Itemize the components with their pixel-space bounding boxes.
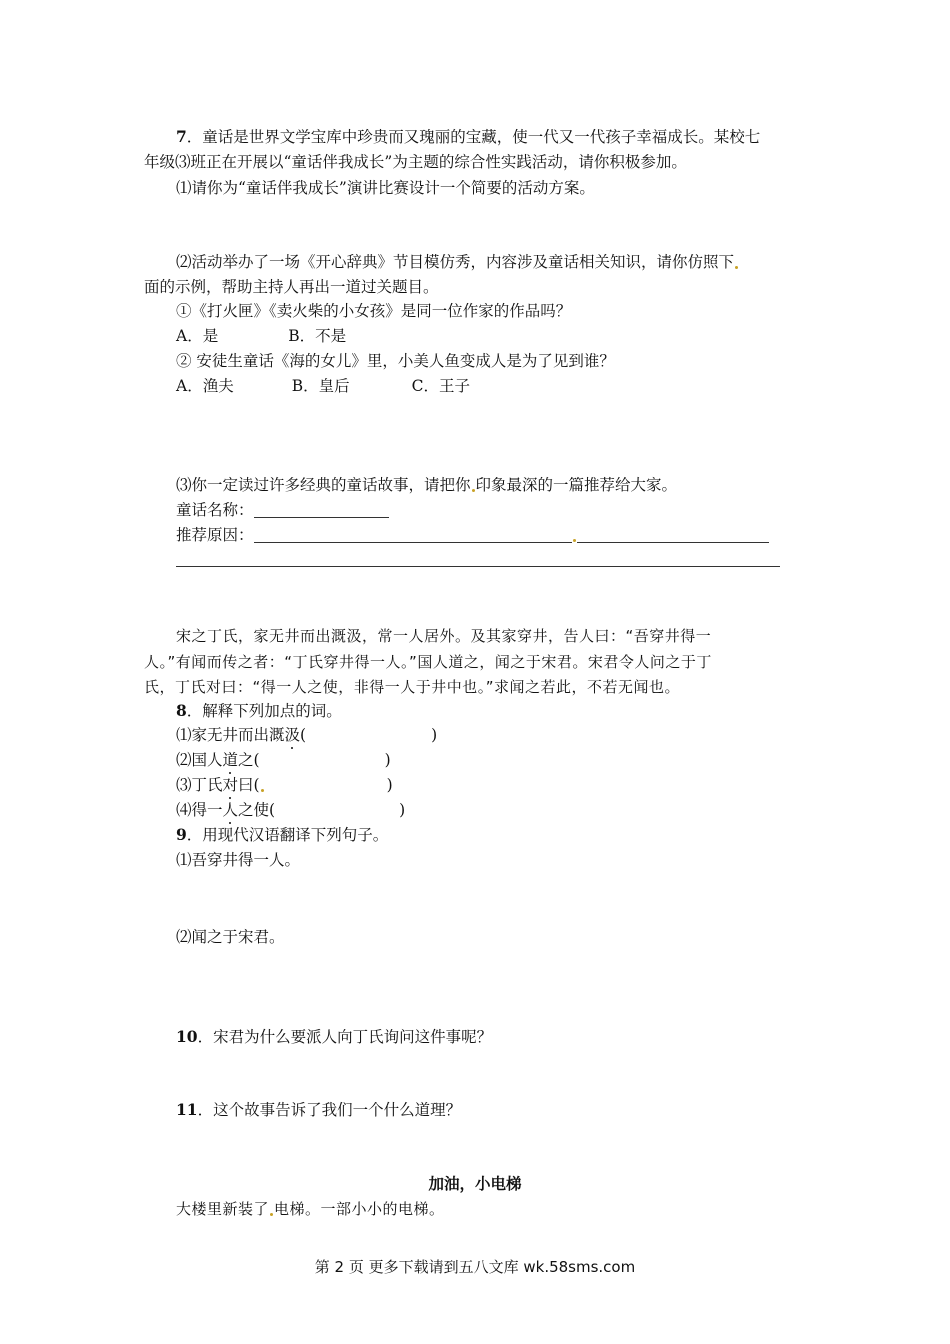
q7-part2-line-2: 面的示例，帮助主持人再出一道过关题目。 [144,278,439,296]
option-a: A．是 [176,327,219,345]
example-1-options [176,325,346,347]
story-name-row [176,499,389,521]
example-2-options [176,375,470,397]
highlight-dot [573,539,576,542]
reason-row [176,524,769,546]
q8-item-4: ⑷得一人之使( ) [176,801,406,819]
option-b: B．不是 [288,327,347,345]
passage-line-2: 人。”有闻而传之者：“丁氏穿井得一人。”国人道之，闻之于宋君。宋君令人问之于丁 [144,653,712,671]
option-c: C．王子 [411,377,470,395]
q7-part3-line-1: ⑶你一定读过许多经典的童话故事，请把你 印象最深的一篇推荐给大家。 [176,476,678,494]
q11-number: 11 [176,1100,198,1119]
q9-sentence-2: ⑵闻之于宋君。 [176,928,285,946]
q8-item-2: ⑵国人道之( ) [176,751,391,769]
reason-blank-3[interactable] [176,552,780,567]
dotted-word: 人 [222,801,239,819]
story-title: 加油，小电梯 [428,1174,522,1193]
q8-heading: 8．解释下列加点的词。 [176,701,342,720]
q7-part1: ⑴请你为“童话伴我成长”演讲比赛设计一个简要的活动方案。 [176,179,595,197]
q7-part2-line-1: ⑵活动举办了一场《开心辞典》节目模仿秀，内容涉及童话相关知识，请你仿照下 [176,251,739,273]
q10: 10．宋君为什么要派人向丁氏询问这件事呢？ [176,1027,493,1046]
reason-label: 推荐原因： [176,526,254,544]
q7-line-1 [176,126,760,148]
passage-line-1: 宋之丁氏，家无井而出溉汲，常一人居外。及其家穿井，告人曰：“吾穿井得一 [176,627,712,645]
reason-blank-2[interactable] [577,528,769,543]
highlight-dot [735,266,738,269]
dotted-word: 对 [222,776,239,794]
reason-blank-1[interactable] [254,528,572,543]
option-b: B．皇后 [291,377,350,395]
q9-heading: 9．用现代汉语翻译下列句子。 [176,825,389,844]
q7-text-1: ．童话是世界文学宝库中珍贵而又瑰丽的宝藏，使一代又一代孩子幸福成长。某校七 [186,128,761,146]
highlight-dot [472,489,475,492]
highlight-dot [270,1213,273,1216]
q8-item-3: ⑶丁氏对曰( ) [176,776,393,794]
story-name-label: 童话名称： [176,501,254,519]
example-1-question: ①《打火匣》《卖火柴的小女孩》是同一位作家的作品吗？ [176,302,572,320]
q7-line-2: 年级⑶班正在开展以“童话伴我成长”为主题的综合性实践活动，请你积极参加。 [144,153,687,171]
passage-line-3: 氏，丁氏对曰：“得一人之使，非得一人于井中也。”求闻之若此，不若无闻也。 [144,678,681,696]
option-a: A．渔夫 [176,377,234,395]
q10-number: 10 [176,1027,198,1046]
highlight-dot [261,789,264,792]
story-line-1: 大楼里新装了 电梯。一部小小的电梯。 [176,1200,445,1218]
q9-sentence-1: ⑴吾穿井得一人。 [176,851,301,869]
q8-item-1: ⑴家无井而出溉汲( ) [176,726,438,744]
story-name-blank[interactable] [254,503,389,518]
q8-number: 8 [176,701,187,720]
dotted-word: 道 [222,751,239,769]
example-2-question: ② 安徒生童话《海的女儿》里，小美人鱼变成人是为了见到谁？ [176,352,615,370]
q11: 11．这个故事告诉了我们一个什么道理？ [176,1100,462,1119]
q7-number: 7 [176,127,187,146]
q9-number: 9 [176,825,187,844]
page-footer: 第 2 页 更多下载请到五八文库 wk.58sms.com [314,1258,636,1276]
dotted-word: 汲 [284,726,301,744]
reason-row-2 [176,548,780,570]
